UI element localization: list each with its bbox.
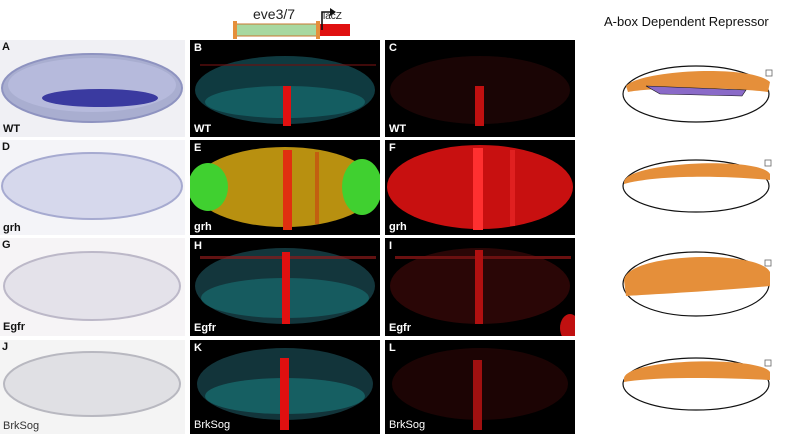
panel-letter: E [194,142,202,154]
panel-letter: K [194,342,202,354]
panel-i-red [385,238,575,336]
embryo-image [190,140,380,235]
embryo-image [190,40,380,137]
genotype-label: WT [3,123,21,135]
embryo-image [0,140,185,235]
panel-letter: G [2,239,11,251]
reporter-label: lacZ [323,11,342,22]
enhancer-box [235,24,319,36]
schematic-brksog [620,352,780,422]
genotype-label: Egfr [389,322,411,334]
panel-g-insitu [0,238,185,336]
enhancer-right-cap [316,21,320,39]
panel-f-red [385,140,575,235]
panel-a-insitu [0,40,185,137]
panel-d-insitu [0,140,185,235]
genotype-label: grh [194,221,212,233]
panel-c-red [385,40,575,137]
schematic-title: A-box Dependent Repressor [604,14,769,29]
panel-b-merge [190,40,380,137]
pole-marker [766,70,772,76]
embryo-image [0,238,185,336]
panel-letter: I [389,240,393,252]
pole-marker [765,160,771,166]
panel-letter: J [2,341,9,353]
pole-marker [765,360,771,366]
panel-j-insitu [0,340,185,434]
embryo-image [385,140,575,235]
genotype-label: BrkSog [194,419,231,431]
panel-letter: H [194,240,202,252]
embryo-image [385,40,575,137]
panel-l-red [385,340,575,434]
genotype-label: BrkSog [389,419,426,431]
embryo-image [190,238,380,336]
schematic-grh [620,152,780,222]
lacz-gene-box [320,24,350,36]
genotype-label: Egfr [194,322,216,334]
embryo-image [385,238,575,336]
panel-h-merge [190,238,380,336]
schematic-egfr [620,246,780,322]
panel-e-merge [190,140,380,235]
genotype-label: Egfr [3,321,25,333]
embryo-image [0,40,185,137]
genotype-label: grh [389,221,407,233]
pole-marker [765,260,771,266]
panel-letter: B [194,42,202,54]
panel-letter: A [2,41,10,53]
enhancer-label: eve3/7 [253,6,296,22]
panel-letter: L [389,342,396,354]
schematic-wt [620,62,780,132]
panel-letter: F [389,142,396,154]
enhancer-left-cap [233,21,237,39]
panel-k-merge [190,340,380,434]
genotype-label: WT [194,123,212,135]
genotype-label: WT [389,123,407,135]
genotype-label: grh [3,222,21,234]
panel-letter: C [389,42,397,54]
genotype-label: BrkSog [3,420,40,432]
panel-letter: D [2,141,10,153]
